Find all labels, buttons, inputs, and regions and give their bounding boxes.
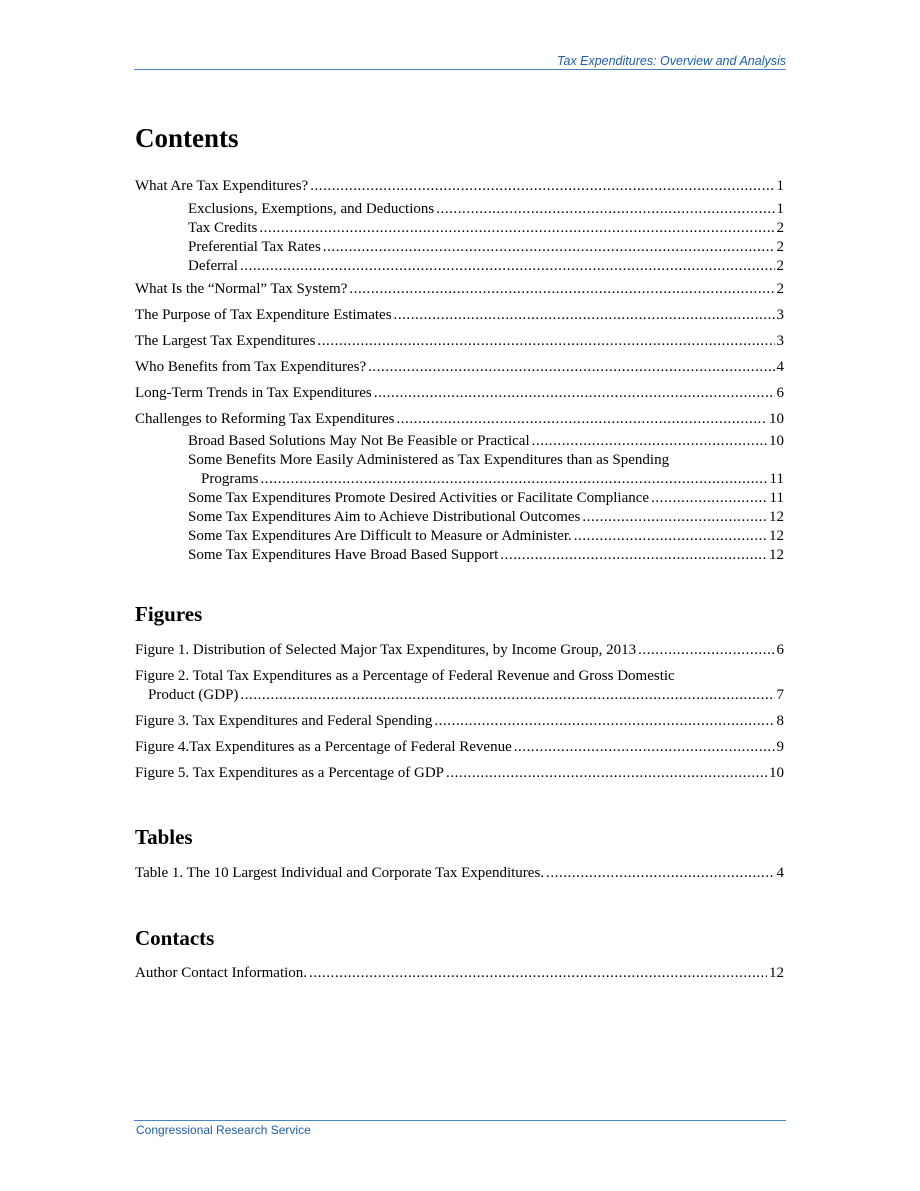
toc-entry[interactable] [135,200,784,219]
toc-entry-label: Who Benefits from Tax Expenditures? [135,359,367,375]
toc-entry-label: What Are Tax Expenditures? [135,178,309,194]
toc-entry-label: The Largest Tax Expenditures [135,333,316,349]
figures-title: Figures [135,602,203,626]
toc-entry-page: 2 [776,220,784,236]
dot-leader [309,964,767,983]
toc-entry-page: 3 [776,333,784,349]
toc-entry[interactable] [135,384,784,403]
toc-entry-label: Some Tax Expenditures Have Broad Based Support [188,547,499,563]
toc-entry[interactable] [135,238,784,257]
toc-entry-label-cont: Programs [201,471,259,487]
dot-leader [582,508,767,527]
dot-leader [532,432,767,451]
toc-entry[interactable] [135,332,784,351]
contact-entry-page: 12 [769,965,784,981]
dot-leader [514,738,775,757]
toc-entry-label: Tax Credits [188,220,258,236]
figure-entry-label: Figure 1. Distribution of Selected Major Tax Expenditures, by Income Group, 2013 [135,642,637,658]
dot-leader [240,686,774,705]
dot-leader [323,238,775,257]
dot-leader [317,332,774,351]
toc-entry-label: Some Tax Expenditures Aim to Achieve Distributional Outcomes [188,509,581,525]
toc-entry-page: 10 [769,411,784,427]
toc-entry-label: Exclusions, Exemptions, and Deductions [188,201,435,217]
tables-title: Tables [135,825,193,849]
figure-entry[interactable] [135,641,784,660]
toc-entry[interactable] [135,358,784,377]
contacts-title: Contacts [135,926,215,950]
toc-entry-page: 4 [776,359,784,375]
dot-leader [261,470,768,489]
toc-entry-label: Deferral [188,258,238,274]
dot-leader [259,219,774,238]
toc-entry-page: 6 [776,385,784,401]
dot-leader [396,410,767,429]
toc-entry[interactable] [135,257,784,276]
toc-entry-page: 11 [769,471,784,487]
footer-publisher: Congressional Research Service [136,1123,311,1137]
dot-leader [546,864,774,883]
contents-title: Contents [135,123,239,153]
figure-entry-page: 10 [769,765,784,781]
toc-entry-label: Some Benefits More Easily Administered as Tax Expenditures than as Spending [188,452,670,468]
figure-entry-page: 8 [776,713,784,729]
dot-leader [310,177,774,196]
figure-entry[interactable] [135,738,784,757]
toc-entry-label: Some Tax Expenditures Are Difficult to Measure or Administer. [188,528,572,544]
running-header: Tax Expenditures: Overview and Analysis [556,54,786,68]
figure-entry-label-cont: Product (GDP) [148,687,239,703]
dot-leader [436,200,774,219]
dot-leader [651,489,767,508]
table-entry[interactable] [135,864,784,883]
dot-leader [368,358,774,377]
toc-entry-page: 12 [769,547,784,563]
dot-leader [349,280,774,299]
toc-entry[interactable] [135,451,784,489]
figure-entry-page: 9 [776,739,784,755]
toc-entry-page: 12 [769,528,784,544]
toc-entry[interactable] [135,306,784,325]
table-entry-label: Table 1. The 10 Largest Individual and Corporate Tax Expenditures. [135,865,545,881]
toc-entry-page: 2 [776,281,784,297]
figure-entry-label: Figure 4.Tax Expenditures as a Percentage of Federal Revenue [135,739,512,755]
toc-entry-label: Some Tax Expenditures Promote Desired Activities or Facilitate Compliance [188,490,650,506]
figure-entry[interactable] [135,667,784,705]
toc-entry-page: 10 [769,433,784,449]
toc-entry[interactable] [135,546,784,565]
dot-leader [374,384,775,403]
toc-entry[interactable] [135,432,784,451]
toc-entry[interactable] [135,177,784,196]
dot-leader [500,546,767,565]
header-rule [134,69,786,70]
figure-entry[interactable] [135,712,784,731]
toc-entry[interactable] [135,280,784,299]
toc-entry-page: 2 [776,239,784,255]
figure-entry-page: 7 [776,687,784,703]
dot-leader [394,306,775,325]
toc-entry-label: Preferential Tax Rates [188,239,321,255]
dot-leader [434,712,774,731]
toc-entry-page: 12 [769,509,784,525]
figure-entry[interactable] [135,764,784,783]
toc-entry[interactable] [135,508,784,527]
toc-entry-page: 1 [776,201,784,217]
toc-entry-label: Challenges to Reforming Tax Expenditures [135,411,395,427]
toc-entry-label: What Is the “Normal” Tax System? [135,281,348,297]
toc-entry-page: 2 [776,258,784,274]
toc-entry-page: 11 [769,490,784,506]
toc-entry[interactable] [135,489,784,508]
toc-entry-page: 3 [776,307,784,323]
dot-leader [638,641,774,660]
toc-entry[interactable] [135,527,784,546]
toc-entry-page: 1 [776,178,784,194]
figure-entry-label: Figure 2. Total Tax Expenditures as a Percentage of Federal Revenue and Gross Domestic [135,668,675,684]
toc-entry-label: Broad Based Solutions May Not Be Feasible or Practical [188,433,530,449]
figure-entry-label: Figure 5. Tax Expenditures as a Percentage of GDP [135,765,445,781]
toc-entry-label: Long-Term Trends in Tax Expenditures [135,385,372,401]
dot-leader [574,527,767,546]
toc-entry-label: The Purpose of Tax Expenditure Estimates [135,307,392,323]
toc-entry[interactable] [135,219,784,238]
footer-rule [134,1120,786,1121]
dot-leader [446,764,767,783]
table-entry-page: 4 [776,865,784,881]
figure-entry-page: 6 [776,642,784,658]
contact-entry[interactable] [135,964,784,983]
contact-entry-label: Author Contact Information. [135,965,308,981]
toc-entry[interactable] [135,410,784,429]
figure-entry-label: Figure 3. Tax Expenditures and Federal Spending [135,713,433,729]
dot-leader [240,257,775,276]
